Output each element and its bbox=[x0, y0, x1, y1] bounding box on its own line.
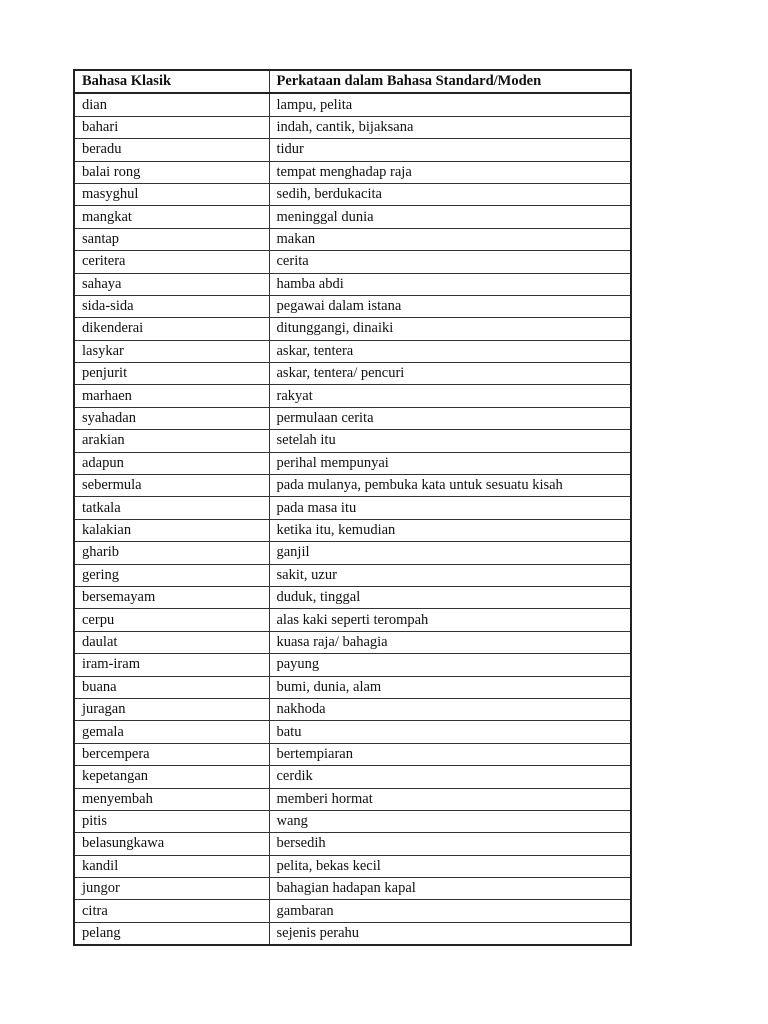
standard-meaning: bersedih bbox=[269, 833, 631, 855]
classical-word: mangkat bbox=[74, 206, 269, 228]
standard-meaning: permulaan cerita bbox=[269, 407, 631, 429]
table-row bbox=[74, 900, 631, 922]
standard-meaning: pegawai dalam istana bbox=[269, 295, 631, 317]
classical-word: daulat bbox=[74, 631, 269, 653]
table-row bbox=[74, 922, 631, 945]
standard-meaning: cerita bbox=[269, 251, 631, 273]
classical-word: adapun bbox=[74, 452, 269, 474]
table-row bbox=[74, 295, 631, 317]
classical-word: pitis bbox=[74, 810, 269, 832]
table-row bbox=[74, 228, 631, 250]
classical-word: jungor bbox=[74, 878, 269, 900]
table-row bbox=[74, 340, 631, 362]
classical-word: kepetangan bbox=[74, 766, 269, 788]
table-row bbox=[74, 452, 631, 474]
standard-meaning: duduk, tinggal bbox=[269, 586, 631, 608]
standard-meaning: pada mulanya, pembuka kata untuk sesuatu kisah bbox=[269, 475, 631, 497]
standard-meaning: setelah itu bbox=[269, 430, 631, 452]
table-row bbox=[74, 564, 631, 586]
classical-word: cerpu bbox=[74, 609, 269, 631]
table-row bbox=[74, 385, 631, 407]
standard-meaning: ketika itu, kemudian bbox=[269, 519, 631, 541]
standard-meaning: perihal mempunyai bbox=[269, 452, 631, 474]
classical-word: gharib bbox=[74, 542, 269, 564]
standard-meaning: sedih, berdukacita bbox=[269, 183, 631, 205]
table-row bbox=[74, 206, 631, 228]
classical-word: syahadan bbox=[74, 407, 269, 429]
classical-word: menyembah bbox=[74, 788, 269, 810]
classical-word: gering bbox=[74, 564, 269, 586]
classical-word: buana bbox=[74, 676, 269, 698]
table-row bbox=[74, 519, 631, 541]
table-row bbox=[74, 788, 631, 810]
table-row bbox=[74, 810, 631, 832]
header-standard: Perkataan dalam Bahasa Standard/Moden bbox=[269, 70, 631, 93]
standard-meaning: askar, tentera bbox=[269, 340, 631, 362]
standard-meaning: gambaran bbox=[269, 900, 631, 922]
standard-meaning: memberi hormat bbox=[269, 788, 631, 810]
classical-word: sahaya bbox=[74, 273, 269, 295]
header-classical: Bahasa Klasik bbox=[74, 70, 269, 93]
classical-word: beradu bbox=[74, 139, 269, 161]
classical-word: belasungkawa bbox=[74, 833, 269, 855]
classical-word: juragan bbox=[74, 698, 269, 720]
standard-meaning: lampu, pelita bbox=[269, 93, 631, 116]
classical-word: pelang bbox=[74, 922, 269, 945]
table-row bbox=[74, 93, 631, 116]
standard-meaning: tempat menghadap raja bbox=[269, 161, 631, 183]
standard-meaning: makan bbox=[269, 228, 631, 250]
classical-word: dian bbox=[74, 93, 269, 116]
table-row bbox=[74, 654, 631, 676]
classical-word: balai rong bbox=[74, 161, 269, 183]
classical-word: bahari bbox=[74, 116, 269, 138]
table-row bbox=[74, 407, 631, 429]
table-row bbox=[74, 161, 631, 183]
classical-word: penjurit bbox=[74, 363, 269, 385]
table-row bbox=[74, 475, 631, 497]
table-row bbox=[74, 318, 631, 340]
classical-word: arakian bbox=[74, 430, 269, 452]
classical-word: bersemayam bbox=[74, 586, 269, 608]
standard-meaning: meninggal dunia bbox=[269, 206, 631, 228]
standard-meaning: batu bbox=[269, 721, 631, 743]
standard-meaning: wang bbox=[269, 810, 631, 832]
table-row bbox=[74, 855, 631, 877]
standard-meaning: tidur bbox=[269, 139, 631, 161]
standard-meaning: cerdik bbox=[269, 766, 631, 788]
table-row bbox=[74, 542, 631, 564]
table-row bbox=[74, 363, 631, 385]
standard-meaning: ditunggangi, dinaiki bbox=[269, 318, 631, 340]
table-row bbox=[74, 139, 631, 161]
classical-word: dikenderai bbox=[74, 318, 269, 340]
standard-meaning: askar, tentera/ pencuri bbox=[269, 363, 631, 385]
classical-word: lasykar bbox=[74, 340, 269, 362]
standard-meaning: hamba abdi bbox=[269, 273, 631, 295]
classical-word: tatkala bbox=[74, 497, 269, 519]
table-row bbox=[74, 676, 631, 698]
classical-word: bercempera bbox=[74, 743, 269, 765]
classical-word: masyghul bbox=[74, 183, 269, 205]
classical-word: ceritera bbox=[74, 251, 269, 273]
standard-meaning: alas kaki seperti terompah bbox=[269, 609, 631, 631]
table-row bbox=[74, 497, 631, 519]
standard-meaning: bumi, dunia, alam bbox=[269, 676, 631, 698]
classical-word: marhaen bbox=[74, 385, 269, 407]
table-row bbox=[74, 251, 631, 273]
standard-meaning: ganjil bbox=[269, 542, 631, 564]
standard-meaning: rakyat bbox=[269, 385, 631, 407]
table-row bbox=[74, 183, 631, 205]
classical-word: citra bbox=[74, 900, 269, 922]
classical-word: kandil bbox=[74, 855, 269, 877]
table-row bbox=[74, 116, 631, 138]
classical-word: sida-sida bbox=[74, 295, 269, 317]
classical-word: sebermula bbox=[74, 475, 269, 497]
standard-meaning: pada masa itu bbox=[269, 497, 631, 519]
table-row bbox=[74, 631, 631, 653]
table-row bbox=[74, 743, 631, 765]
table-body bbox=[74, 93, 631, 945]
standard-meaning: bertempiaran bbox=[269, 743, 631, 765]
standard-meaning: bahagian hadapan kapal bbox=[269, 878, 631, 900]
classical-word: iram-iram bbox=[74, 654, 269, 676]
standard-meaning: sejenis perahu bbox=[269, 922, 631, 945]
vocabulary-table bbox=[73, 69, 632, 946]
standard-meaning: nakhoda bbox=[269, 698, 631, 720]
table-row bbox=[74, 721, 631, 743]
standard-meaning: indah, cantik, bijaksana bbox=[269, 116, 631, 138]
table-row bbox=[74, 698, 631, 720]
classical-word: kalakian bbox=[74, 519, 269, 541]
standard-meaning: payung bbox=[269, 654, 631, 676]
classical-word: gemala bbox=[74, 721, 269, 743]
table-row bbox=[74, 609, 631, 631]
standard-meaning: kuasa raja/ bahagia bbox=[269, 631, 631, 653]
standard-meaning: sakit, uzur bbox=[269, 564, 631, 586]
standard-meaning: pelita, bekas kecil bbox=[269, 855, 631, 877]
table-row bbox=[74, 878, 631, 900]
table-row bbox=[74, 273, 631, 295]
header-row bbox=[74, 70, 631, 93]
table-row bbox=[74, 833, 631, 855]
table-row bbox=[74, 766, 631, 788]
table-row bbox=[74, 430, 631, 452]
classical-word: santap bbox=[74, 228, 269, 250]
table-row bbox=[74, 586, 631, 608]
